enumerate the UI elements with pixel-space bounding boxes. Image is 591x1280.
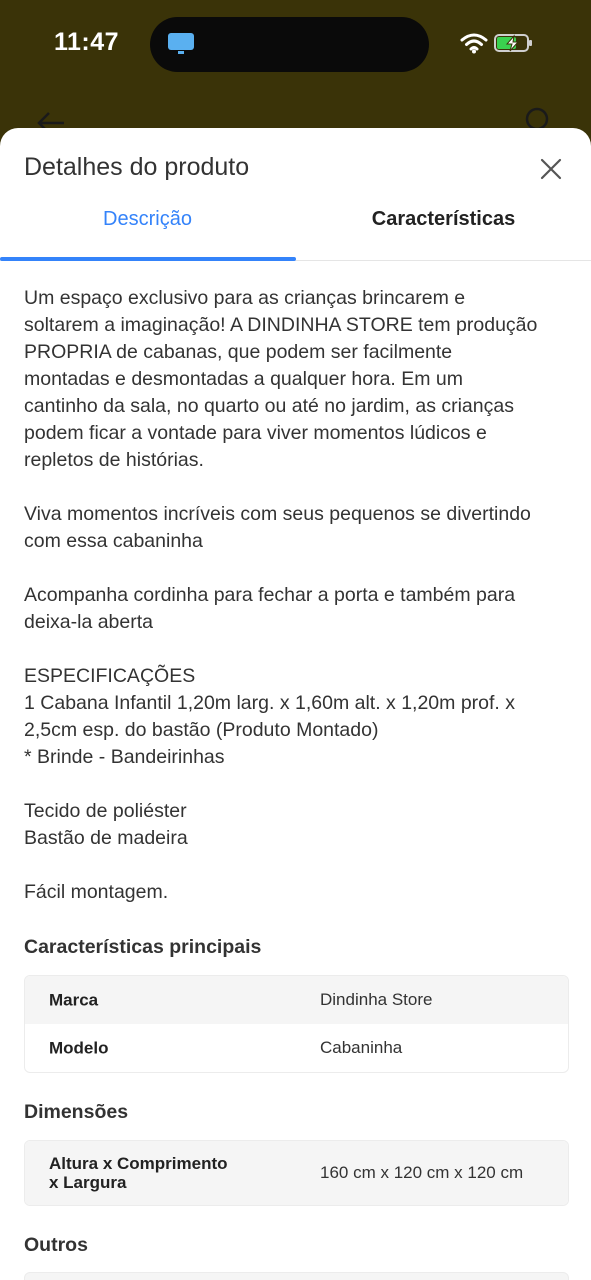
- others-table: [24, 1272, 569, 1280]
- status-bar: [0, 0, 591, 90]
- spec-value: Dindinha Store: [320, 990, 433, 1009]
- main-features-table: [24, 975, 569, 1073]
- dimensions-table: [24, 1140, 569, 1206]
- product-description: Um espaço exclusivo para as crianças brincarem e soltarem a imaginação! A DINDINHA STORE tem produção PROPRIA de cabanas, que podem ser facilmente montadas e desmontadas a qualquer hora. Em um cantinho da sala, no quarto ou até no jardim, as crianças podem ficar a vontade para viver momentos lúdicos e repletos de histórias. Viva momentos incríveis com seus pequenos se divertindo com essa cabaninha Acompanha cordinha para fechar a porta e também para deixa-la aberta ESPECIFICAÇÕES 1 Cabana Infantil 1,20m larg. x 1,60m alt. x 1,20m prof. x 2,5cm esp. do bastão (Produto Montado) * Brinde - Bandeirinhas Tecido de poliéster Bastão de madeira Fácil montagem.: [24, 287, 538, 903]
- dimensions-title: Dimensões: [24, 1101, 129, 1123]
- table-row: [25, 1024, 568, 1072]
- spec-key: Altura x Comprimento x Largura: [49, 1154, 228, 1192]
- product-details-sheet: [0, 128, 591, 1280]
- main-features-title: Características principais: [24, 936, 262, 958]
- dynamic-island: [150, 17, 429, 72]
- active-tab-indicator: [0, 257, 296, 261]
- close-icon[interactable]: [538, 156, 564, 182]
- table-row: [25, 1141, 568, 1205]
- tab-descricao[interactable]: Descrição: [103, 208, 192, 230]
- battery-charging-icon: [494, 32, 534, 54]
- tab-bar: [0, 188, 591, 261]
- spec-value: Cabaninha: [320, 1038, 403, 1057]
- tab-caracteristicas[interactable]: Características: [371, 208, 516, 230]
- status-time: 11:47: [54, 28, 120, 56]
- tv-icon: [167, 32, 195, 56]
- table-row: [25, 976, 568, 1024]
- spec-key: Marca: [49, 990, 99, 1010]
- others-title: Outros: [24, 1234, 88, 1256]
- wifi-icon: [460, 32, 488, 54]
- spec-value: 160 cm x 120 cm x 120 cm: [320, 1163, 524, 1182]
- spec-key: Modelo: [49, 1038, 109, 1058]
- sheet-title: Detalhes do produto: [24, 153, 250, 181]
